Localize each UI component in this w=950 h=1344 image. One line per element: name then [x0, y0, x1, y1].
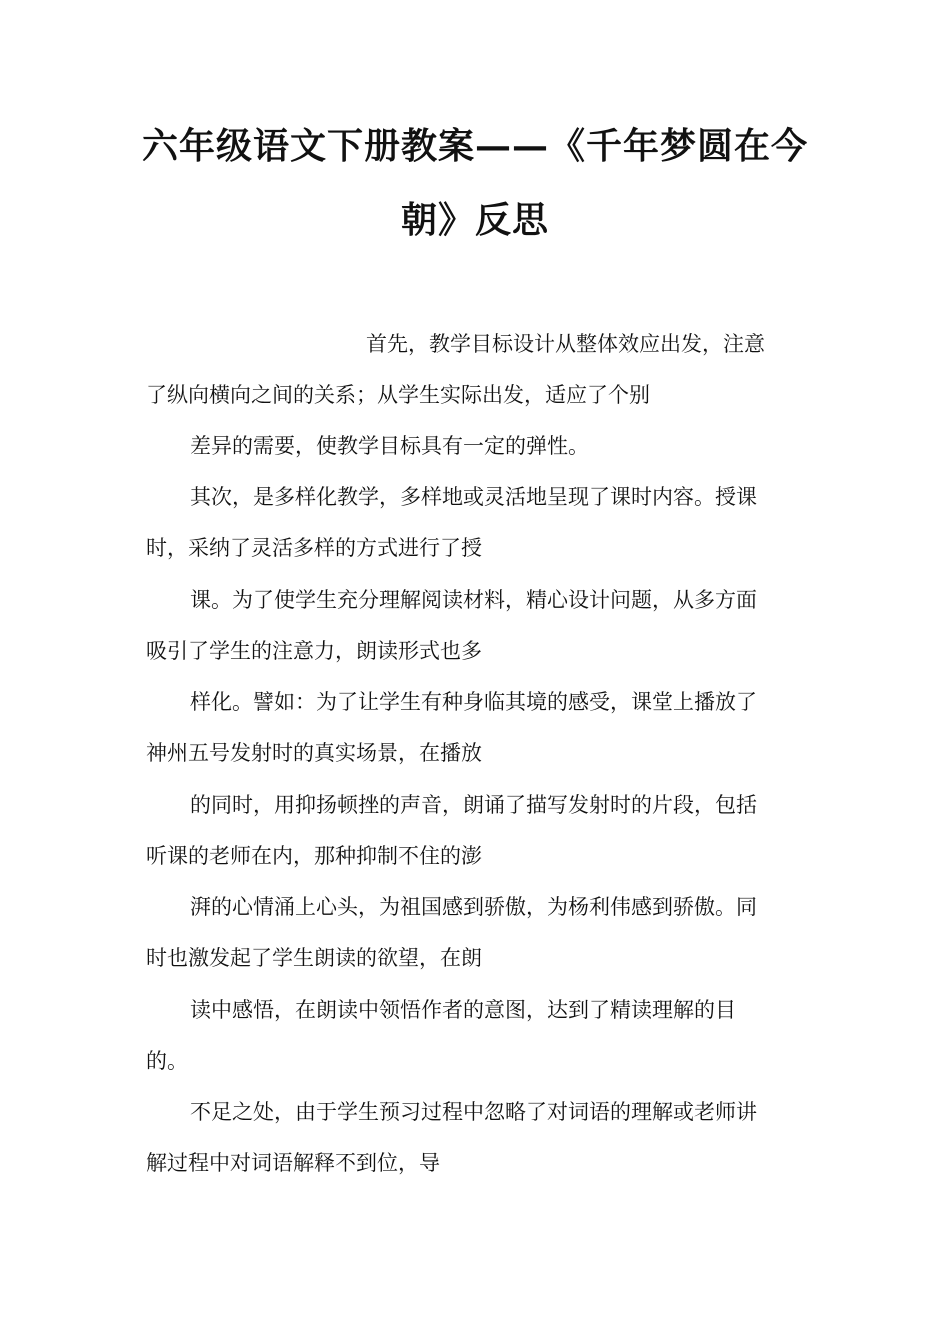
body-line: 不足之处，由于学生预习过程中忽略了对词语的理解或老师讲	[190, 1100, 757, 1124]
body-line: 神州五号发射时的真实场景，在播放	[146, 741, 482, 765]
body-line: 差异的需要，使教学目标具有一定的弹性。	[190, 434, 589, 458]
document-title-line-1: 六年级语文下册教案——《千年梦圆在今	[141, 125, 808, 167]
body-line: 吸引了学生的注意力，朗读形式也多	[146, 639, 482, 663]
body-line: 时也激发起了学生朗读的欲望，在朗	[146, 946, 482, 970]
body-line: 听课的老师在内，那种抑制不住的澎	[146, 844, 482, 868]
body-line: 时，采纳了灵活多样的方式进行了授	[146, 536, 482, 560]
body-line: 了纵向横向之间的关系；从学生实际出发，适应了个别	[146, 383, 650, 407]
body-line: 湃的心情涌上心头，为祖国感到骄傲，为杨利伟感到骄傲。同	[190, 895, 757, 919]
document-title-line-2: 朝》反思	[400, 199, 549, 241]
body-line: 课。为了使学生充分理解阅读材料，精心设计问题，从多方面	[190, 588, 757, 612]
body-line: 读中感悟，在朗读中领悟作者的意图，达到了精读理解的目	[190, 998, 736, 1022]
body-line: 的同时，用抑扬顿挫的声音，朗诵了描写发射时的片段，包括	[190, 793, 757, 817]
body-line: 解过程中对词语解释不到位，导	[146, 1151, 440, 1175]
body-line: 的。	[146, 1049, 188, 1073]
body-line: 首先，教学目标设计从整体效应出发，注意	[366, 332, 765, 356]
body-line: 其次，是多样化教学，多样地或灵活地呈现了课时内容。授课	[190, 485, 757, 509]
body-line: 样化。譬如：为了让学生有种身临其境的感受，课堂上播放了	[190, 690, 757, 714]
